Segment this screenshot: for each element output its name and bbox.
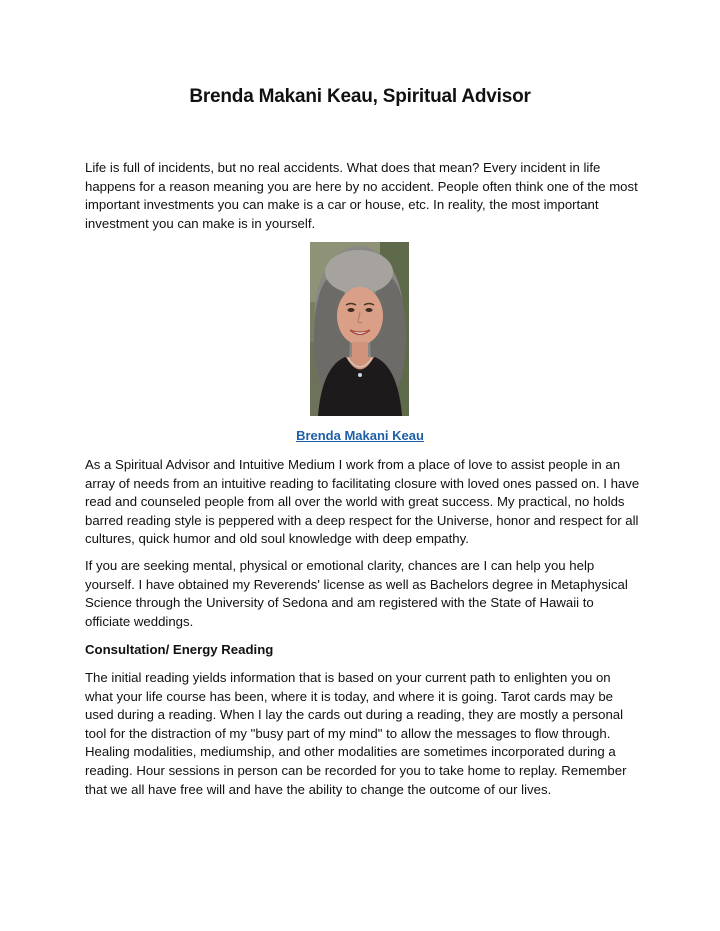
photo-caption-link[interactable]: Brenda Makani Keau xyxy=(296,428,424,443)
reading-paragraph: The initial reading yields information that is based on your current path to enlighten you on what your life course has been, where it is today, and where it is going. Tarot cards may be used during a reading. When I lay the cards out during a reading, they are mostly a personal tool for the distraction of my "busy part of my mind" to allow the messages to flow through. Healing modalities, mediumship, and other modalities are sometimes incorporated during a reading. Hour sessions in person can be recorded for you to take home to replay. Remember that we all have free will and have the ability to change the outcome of our lives. xyxy=(85,670,627,797)
credentials-paragraph: If you are seeking mental, physical or emotional clarity, chances are I can help you help yourself. I have obtained my Reverends' license as well as Bachelors degree in Metaphysical Science through the University of Sedona and am registered with the State of Hawaii to officiate weddings. xyxy=(85,558,628,629)
section-heading: Consultation/ Energy Reading xyxy=(85,642,274,657)
intro-paragraph: Life is full of incidents, but no real accidents. What does that mean? Every incident in life happens for a reason meaning you are here by no accident. People often think one of the most important investments you can make is a car or house, etc. In reality, the most important investment you can make is in yourself. xyxy=(85,160,638,231)
page-title: Brenda Makani Keau, Spiritual Advisor xyxy=(189,86,531,107)
about-paragraph: As a Spiritual Advisor and Intuitive Medium I work from a place of love to assist people in an array of needs from an intuitive reading to facilitating closure with loved ones passed on. I have read and counseled people from all over the world with great success. My practical, no holds barred reading style is peppered with a deep respect for the Universe, honor and respect for all cultures, quick humor and old soul knowledge with deep empathy. xyxy=(85,457,640,547)
portrait-photo xyxy=(310,242,409,416)
